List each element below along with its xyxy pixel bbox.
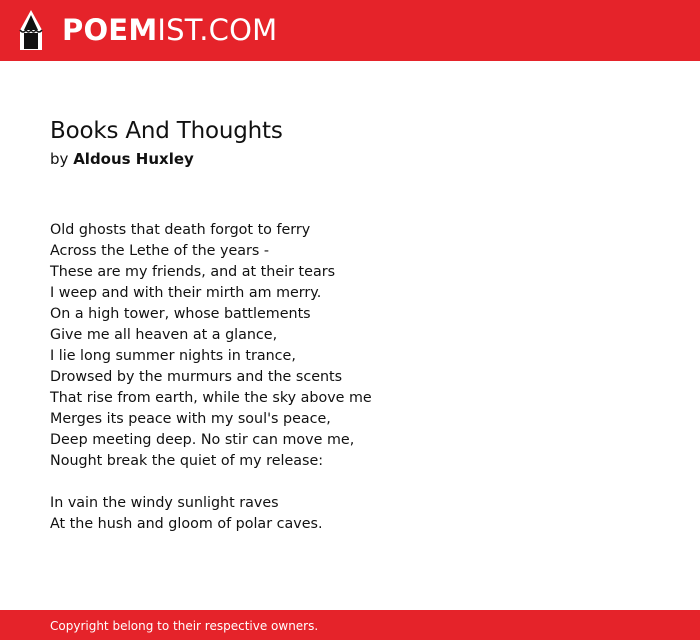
poem-line: I weep and with their mirth am merry. xyxy=(50,285,322,301)
site-logo[interactable] xyxy=(62,13,277,47)
poem-line: Give me all heaven at a glance, xyxy=(50,327,278,343)
poem-line: Drowsed by the murmurs and the scents xyxy=(50,369,343,385)
poem-line: At the hush and gloom of polar caves. xyxy=(50,516,323,532)
poem-line: That rise from earth, while the sky above me xyxy=(50,390,372,406)
author-name[interactable]: Aldous Huxley xyxy=(73,150,194,168)
poem-title: Books And Thoughts xyxy=(50,118,283,144)
poem-content xyxy=(50,116,660,556)
poem-line: Deep meeting deep. No stir can move me, xyxy=(50,432,355,448)
stanza xyxy=(50,493,660,535)
poem-line: Old ghosts that death forgot to ferry xyxy=(50,222,311,238)
site-footer xyxy=(0,610,700,640)
pencil-icon[interactable] xyxy=(18,9,44,52)
copyright-text: Copyright belong to their respective owners. xyxy=(50,619,319,633)
poem-line: In vain the windy sunlight raves xyxy=(50,495,279,511)
byline xyxy=(50,148,660,170)
poem-line: These are my friends, and at their tears xyxy=(50,264,336,280)
by-prefix: by xyxy=(50,150,69,168)
poem-line: On a high tower, whose battlements xyxy=(50,306,311,322)
brand-strong: POEM xyxy=(62,13,158,47)
site-header xyxy=(0,0,700,61)
poem-line: Merges its peace with my soul's peace, xyxy=(50,411,331,427)
poem-body xyxy=(50,220,660,535)
poem-line: Across the Lethe of the years - xyxy=(50,243,270,259)
brand-light: IST.COM xyxy=(157,13,278,47)
poem-line: I lie long summer nights in trance, xyxy=(50,348,296,364)
stanza xyxy=(50,220,660,472)
poem-line: Nought break the quiet of my release: xyxy=(50,453,324,469)
